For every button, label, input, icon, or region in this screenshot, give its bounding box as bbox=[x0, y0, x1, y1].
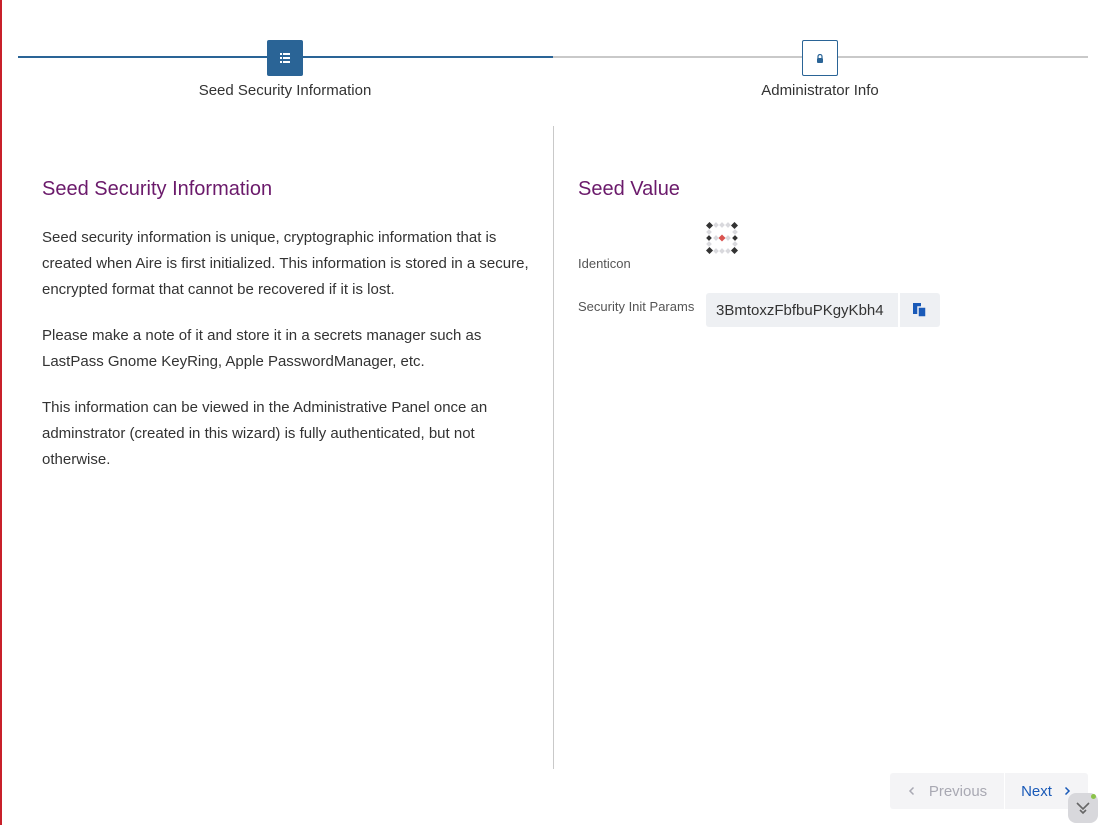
left-accent-bar bbox=[0, 0, 2, 825]
previous-button[interactable] bbox=[890, 773, 1004, 809]
info-paragraph: Please make a note of it and store it in a secrets manager such as LastPass Gnome KeyRing, Apple PasswordManager, etc. bbox=[42, 327, 482, 370]
wizard-step-label: Seed Security Information bbox=[198, 82, 372, 99]
wizard-step-label: Administrator Info bbox=[761, 82, 879, 99]
identicon-image bbox=[706, 222, 738, 254]
security-params-row bbox=[578, 297, 1078, 327]
wizard-navigation bbox=[890, 773, 1088, 809]
step-marker-inactive[interactable] bbox=[802, 40, 838, 76]
status-dot bbox=[1091, 794, 1096, 799]
list-icon bbox=[280, 53, 290, 63]
copy-button[interactable] bbox=[898, 293, 940, 327]
wizard-steps bbox=[18, 40, 1088, 110]
panel-divider bbox=[553, 126, 554, 769]
info-paragraph: Seed security information is unique, cryptographic information that is created when Aire is first initialized. This information is stored in a secure, encrypted format that cannot be recovered if it is lost. bbox=[42, 229, 529, 298]
security-params-field bbox=[706, 293, 940, 327]
identicon-label: Identicon bbox=[578, 256, 631, 271]
wizard-step-admin-info[interactable] bbox=[670, 40, 970, 99]
wizard-step-seed-security[interactable] bbox=[135, 40, 435, 99]
extension-widget[interactable] bbox=[1068, 793, 1098, 823]
previous-label: Previous bbox=[928, 782, 988, 800]
info-panel bbox=[42, 178, 534, 493]
next-label: Next bbox=[1021, 782, 1052, 800]
identicon-row bbox=[578, 225, 1078, 273]
section-title: Seed Value bbox=[578, 178, 680, 200]
info-paragraph: This information can be viewed in the Administrative Panel once an adminstrator (created in this wizard) is fully authenticated, but not otherwise. bbox=[42, 399, 488, 468]
lock-icon bbox=[816, 54, 824, 63]
security-params-input[interactable] bbox=[706, 293, 898, 327]
section-title: Seed Security Information bbox=[42, 178, 273, 200]
chevron-left-icon bbox=[907, 786, 917, 796]
step-marker-active[interactable] bbox=[267, 40, 303, 76]
security-params-label: Security Init Params bbox=[578, 299, 695, 314]
copy-icon bbox=[912, 302, 928, 318]
chevron-down-icon bbox=[1075, 801, 1091, 815]
seed-value-panel bbox=[578, 178, 1078, 327]
